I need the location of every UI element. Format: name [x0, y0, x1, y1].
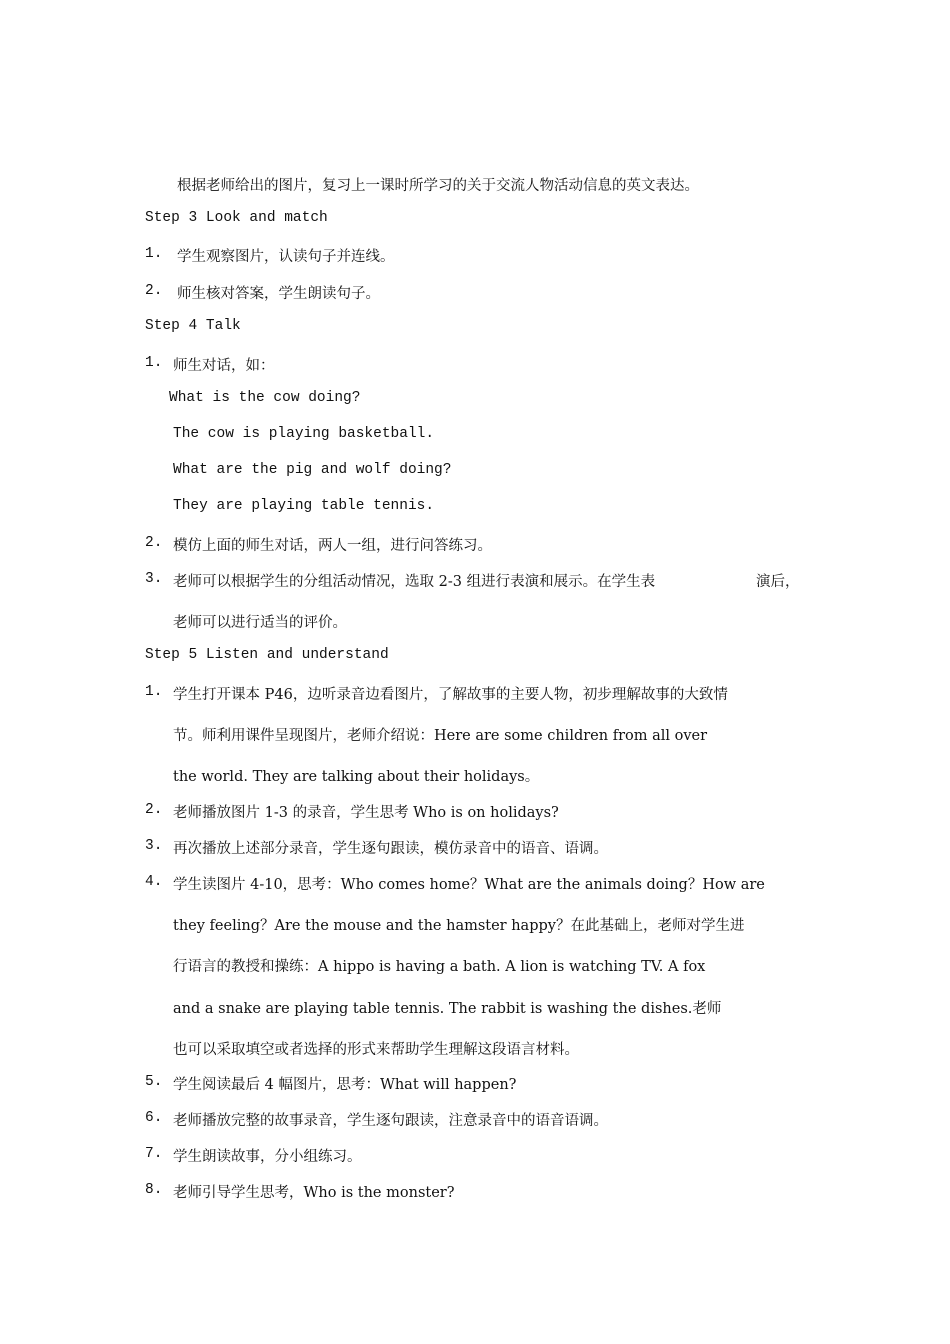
step5-item-4-line: 行语言的教授和操练：A hippo is having a bath. A lion is watching TV. A fox: [173, 959, 706, 975]
step3-item-1-number: 1.: [145, 246, 163, 262]
step5-item-7-number: 7.: [145, 1146, 163, 1162]
step5-item-4-line: they feeling？Are the mouse and the hamster happy？在此基础上，老师对学生进: [173, 918, 745, 934]
step3-item-2-number: 2.: [145, 283, 163, 299]
step5-item-1-line: the world. They are talking about their holidays。: [173, 769, 540, 785]
step5-item-3-number: 3.: [145, 838, 163, 854]
step5-item-2-text: 老师播放图片 1-3 的录音，学生思考 Who is on holidays?: [173, 805, 559, 821]
step5-item-4-line: 学生读图片 4-10，思考：Who comes home？What are the animals doing？How are: [173, 877, 765, 893]
intro-paragraph: 根据老师给出的图片，复习上一课时所学习的关于交流人物活动信息的英文表达。: [177, 178, 699, 194]
step5-item-8-text: 老师引导学生思考，Who is the monster?: [173, 1185, 455, 1201]
step5-item-6-number: 6.: [145, 1110, 163, 1126]
step5-item-6-text: 老师播放完整的故事录音，学生逐句跟读，注意录音中的语音语调。: [173, 1113, 608, 1129]
step5-heading: Step 5 Listen and understand: [145, 647, 389, 663]
step4-item-3-text-cont: 演后，: [756, 574, 800, 590]
step3-item-1-text: 学生观察图片，认读句子并连线。: [177, 249, 395, 265]
step3-item-2-text: 师生核对答案，学生朗读句子。: [177, 286, 380, 302]
step5-item-4-number: 4.: [145, 874, 163, 890]
step4-item-1-number: 1.: [145, 355, 163, 371]
step5-item-1-line: 节。师利用课件呈现图片，老师介绍说：Here are some children from all over: [173, 728, 708, 744]
dialogue-line: They are playing table tennis.: [173, 498, 435, 514]
dialogue-line: The cow is playing basketball.: [173, 426, 435, 442]
step4-item-3-text-line2: 老师可以进行适当的评价。: [173, 615, 347, 631]
dialogue-line: What are the pig and wolf doing?: [173, 462, 452, 478]
step5-item-1-number: 1.: [145, 684, 163, 700]
step4-item-3-number: 3.: [145, 571, 163, 587]
step5-item-1-line: 学生打开课本 P46，边听录音边看图片，了解故事的主要人物，初步理解故事的大致情: [173, 687, 728, 703]
step4-item-2-number: 2.: [145, 535, 163, 551]
step4-item-1-text: 师生对话，如：: [173, 358, 275, 374]
dialogue-line: What is the cow doing?: [169, 390, 361, 406]
step4-heading: Step 4 Talk: [145, 318, 241, 334]
step5-item-8-number: 8.: [145, 1182, 163, 1198]
step3-heading: Step 3 Look and match: [145, 210, 328, 226]
step4-item-2-text: 模仿上面的师生对话，两人一组，进行问答练习。: [173, 538, 492, 554]
step5-item-7-text: 学生朗读故事，分小组练习。: [173, 1149, 362, 1165]
step5-item-5-text: 学生阅读最后 4 幅图片，思考：What will happen?: [173, 1077, 517, 1093]
step5-item-2-number: 2.: [145, 802, 163, 818]
step5-item-4-line: 也可以采取填空或者选择的形式来帮助学生理解这段语言材料。: [173, 1042, 579, 1058]
step5-item-4-line: and a snake are playing table tennis. The rabbit is washing the dishes.老师: [173, 1001, 722, 1017]
step5-item-3-text: 再次播放上述部分录音，学生逐句跟读，模仿录音中的语音、语调。: [173, 841, 608, 857]
step5-item-5-number: 5.: [145, 1074, 163, 1090]
step4-item-3-text: 老师可以根据学生的分组活动情况，选取 2-3 组进行表演和展示。在学生表: [173, 574, 656, 590]
